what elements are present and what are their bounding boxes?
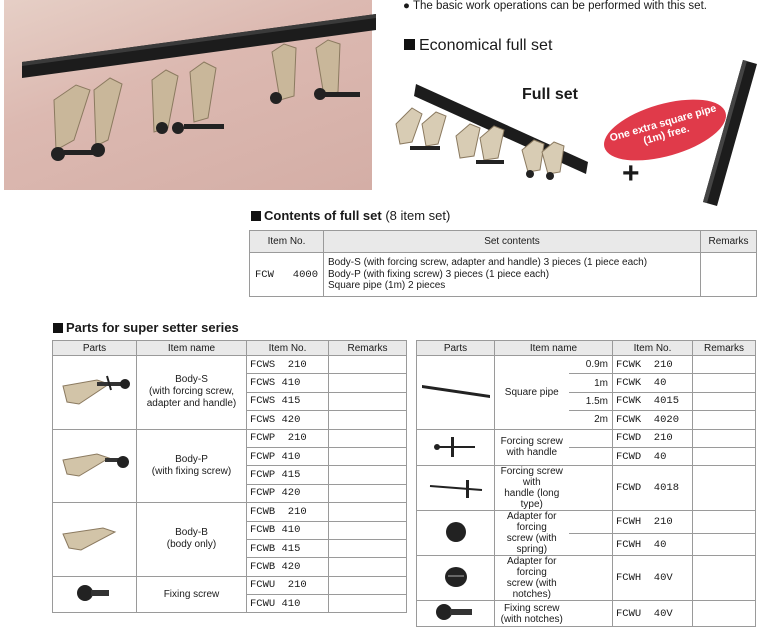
- contents-table: [249, 230, 757, 297]
- remarks-cell: [329, 374, 407, 392]
- square-bullet-icon: [251, 211, 261, 221]
- size-cell: 2m: [569, 411, 613, 429]
- remarks-cell: [329, 392, 407, 410]
- remarks-cell: [329, 484, 407, 502]
- table-row: [417, 429, 756, 447]
- table-row: [417, 466, 756, 511]
- item-name-cell: [495, 556, 569, 601]
- parts-table-right: [416, 340, 756, 627]
- item-name-line: (with fixing screw): [151, 465, 232, 477]
- item-no-cell: FCWS 415: [247, 392, 329, 410]
- economical-title: [404, 37, 552, 55]
- contents-title: [251, 208, 450, 223]
- item-no-cell: FCWP 420: [247, 484, 329, 502]
- header-remarks: Remarks: [701, 231, 757, 253]
- header-parts: Parts: [53, 341, 137, 356]
- intro-label: The basic work operations can be performed with this set.: [412, 0, 707, 12]
- table-row: [417, 356, 756, 374]
- remarks-cell: [693, 447, 756, 465]
- item-name-cell: [137, 576, 247, 613]
- item-name-line: Fixing screw: [163, 588, 220, 600]
- contents-remarks: [701, 253, 757, 297]
- square-bullet-icon: [404, 39, 415, 50]
- remarks-cell: [329, 558, 407, 576]
- extra-pipe-illustration: [695, 58, 765, 213]
- remarks-cell: [329, 447, 407, 465]
- forcing-screw-long-icon: [426, 492, 486, 503]
- part-image-cell: [417, 556, 495, 601]
- table-row: [53, 503, 407, 521]
- table-row: [53, 429, 407, 447]
- item-no-cell: FCWB 410: [247, 521, 329, 539]
- item-no-cell: FCWP 415: [247, 466, 329, 484]
- item-name-cell: [137, 356, 247, 430]
- contents-line: Square pipe (1m) 2 pieces: [328, 280, 446, 292]
- item-name-cell: [495, 356, 569, 430]
- fixing-screw-notches-icon: [434, 615, 478, 626]
- size-cell: 0.9m: [569, 356, 613, 374]
- item-name-line: Forcing screw with: [500, 466, 563, 489]
- table-row: [417, 601, 756, 627]
- size-cell: 1m: [569, 374, 613, 392]
- remarks-cell: [329, 539, 407, 557]
- item-name-line: Body-S: [175, 374, 208, 386]
- item-no-cell: FCWH 40: [613, 533, 693, 556]
- item-name-cell: [137, 429, 247, 503]
- table-row: [53, 576, 407, 594]
- square-pipe-icon: [420, 393, 492, 404]
- part-image-cell: [53, 356, 137, 430]
- remarks-cell: [693, 356, 756, 374]
- item-name-cell: [495, 601, 569, 627]
- item-no-cell: FCWP 210: [247, 429, 329, 447]
- item-no-cell: FCWU 40V: [613, 601, 693, 627]
- item-no-cell: FCWU 210: [247, 576, 329, 594]
- part-image-cell: [53, 429, 137, 503]
- forcing-screw-icon: [431, 451, 481, 462]
- header-remarks: Remarks: [693, 341, 756, 356]
- remarks-cell: [693, 411, 756, 429]
- item-no-cell: FCWS 210: [247, 356, 329, 374]
- item-name-line: Square pipe: [504, 386, 559, 398]
- table-row: [417, 556, 756, 601]
- item-name-line: (with notches): [500, 613, 563, 625]
- remarks-cell: [329, 503, 407, 521]
- part-image-cell: [53, 576, 137, 613]
- item-name-line: Forcing screw: [500, 436, 563, 448]
- remarks-cell: [693, 533, 756, 556]
- item-name-cell: [495, 429, 569, 466]
- remarks-cell: [329, 411, 407, 429]
- item-name-line: (body only): [166, 539, 217, 551]
- contents-title-text: Contents of full set: [264, 208, 382, 223]
- part-image-cell: [417, 429, 495, 466]
- body-b-icon: [57, 546, 133, 557]
- item-name-line: screw (with spring): [506, 533, 557, 556]
- item-name-line: Fixing screw: [503, 602, 560, 614]
- table-row: [53, 356, 407, 374]
- item-no-cell: FCWK 210: [613, 356, 693, 374]
- product-photo-illustration: [4, 0, 372, 190]
- item-name-line: Body-P: [175, 453, 208, 465]
- item-name-line: with handle: [506, 447, 558, 459]
- part-image-cell: [53, 503, 137, 577]
- remarks-cell: [329, 576, 407, 594]
- item-name-cell: [495, 511, 569, 556]
- remarks-cell: [693, 429, 756, 447]
- square-bullet-icon: [53, 323, 63, 333]
- header-item-name: Item name: [137, 341, 247, 356]
- header-item-no: Item No.: [250, 231, 324, 253]
- intro-text: ● The basic work operations can be performed with this set.: [403, 0, 707, 12]
- remarks-cell: [693, 466, 756, 511]
- size-cell: [569, 511, 613, 534]
- header-item-no: Item No.: [247, 341, 329, 356]
- table-row: [417, 511, 756, 534]
- badge-text: One extra square pipe (1m) free.: [608, 102, 718, 148]
- remarks-cell: [329, 429, 407, 447]
- remarks-cell: [693, 511, 756, 534]
- body-s-icon: [57, 400, 133, 411]
- item-name-line: screw (with notches): [506, 578, 557, 601]
- item-name-line: Adapter for forcing: [507, 556, 557, 579]
- size-cell: [569, 429, 613, 447]
- item-no-cell: FCWS 410: [247, 374, 329, 392]
- item-name-line: Body-B: [175, 527, 208, 539]
- item-no-cell: FCWK 4020: [613, 411, 693, 429]
- header-remarks: Remarks: [329, 341, 407, 356]
- item-no-cell: FCWH 210: [613, 511, 693, 534]
- contents-item-no: FCW 4000: [250, 253, 324, 297]
- header-item-name: Item name: [495, 341, 613, 356]
- item-no-cell: FCWB 210: [247, 503, 329, 521]
- size-cell: [569, 447, 613, 465]
- size-cell: 1.5m: [569, 392, 613, 410]
- header-parts: Parts: [417, 341, 495, 356]
- remarks-cell: [693, 392, 756, 410]
- contents-line: Body-P (with fixing screw) 3 pieces (1 piece each): [328, 268, 550, 280]
- economical-title-text: Economical full set: [419, 37, 553, 54]
- adapter-notches-icon: [442, 583, 470, 594]
- contents-line: Body-S (with forcing screw, adapter and handle) 3 pieces (1 piece each): [328, 257, 648, 269]
- adapter-spring-icon: [443, 537, 469, 548]
- parts-table-left: [52, 340, 407, 613]
- item-name-line: handle (long type): [504, 488, 560, 511]
- item-name-line: adapter and handle): [146, 398, 237, 410]
- body-p-icon: [57, 472, 133, 483]
- item-no-cell: FCWK 40: [613, 374, 693, 392]
- item-no-cell: FCWD 40: [613, 447, 693, 465]
- item-no-cell: FCWK 4015: [613, 392, 693, 410]
- header-set-contents: Set contents: [324, 231, 701, 253]
- parts-title-text: Parts for super setter series: [66, 320, 239, 335]
- item-no-cell: FCWB 420: [247, 558, 329, 576]
- size-cell: [569, 556, 613, 601]
- size-cell: [569, 601, 613, 627]
- plus-icon: +: [622, 157, 640, 190]
- remarks-cell: [329, 356, 407, 374]
- part-image-cell: [417, 511, 495, 556]
- item-no-cell: FCWD 210: [613, 429, 693, 447]
- remarks-cell: [693, 601, 756, 627]
- header-item-no: Item No.: [613, 341, 693, 356]
- product-photo: [4, 0, 372, 190]
- remarks-cell: [693, 374, 756, 392]
- contents-count: (8 item set): [385, 208, 451, 223]
- item-name-cell: [137, 503, 247, 577]
- parts-title: [53, 320, 239, 335]
- item-no-cell: FCWS 420: [247, 411, 329, 429]
- part-image-cell: [417, 466, 495, 511]
- item-no-cell: FCWH 40V: [613, 556, 693, 601]
- item-no-cell: FCWP 410: [247, 447, 329, 465]
- full-set-label: Full set: [522, 86, 579, 103]
- item-name-line: (with forcing screw,: [148, 386, 235, 398]
- remarks-cell: [329, 521, 407, 539]
- extra-pipe-image: [695, 58, 765, 208]
- item-name-cell: [495, 466, 569, 511]
- size-cell: [569, 466, 613, 511]
- item-name-line: Adapter for forcing: [507, 511, 557, 534]
- remarks-cell: [693, 556, 756, 601]
- contents-lines: [324, 253, 701, 297]
- part-image-cell: [417, 601, 495, 627]
- item-no-cell: FCWU 410: [247, 595, 329, 613]
- item-no-cell: FCWD 4018: [613, 466, 693, 511]
- size-cell: [569, 533, 613, 556]
- fixing-screw-icon: [75, 596, 115, 607]
- remarks-cell: [329, 466, 407, 484]
- item-no-cell: FCWB 415: [247, 539, 329, 557]
- part-image-cell: [417, 356, 495, 430]
- remarks-cell: [329, 595, 407, 613]
